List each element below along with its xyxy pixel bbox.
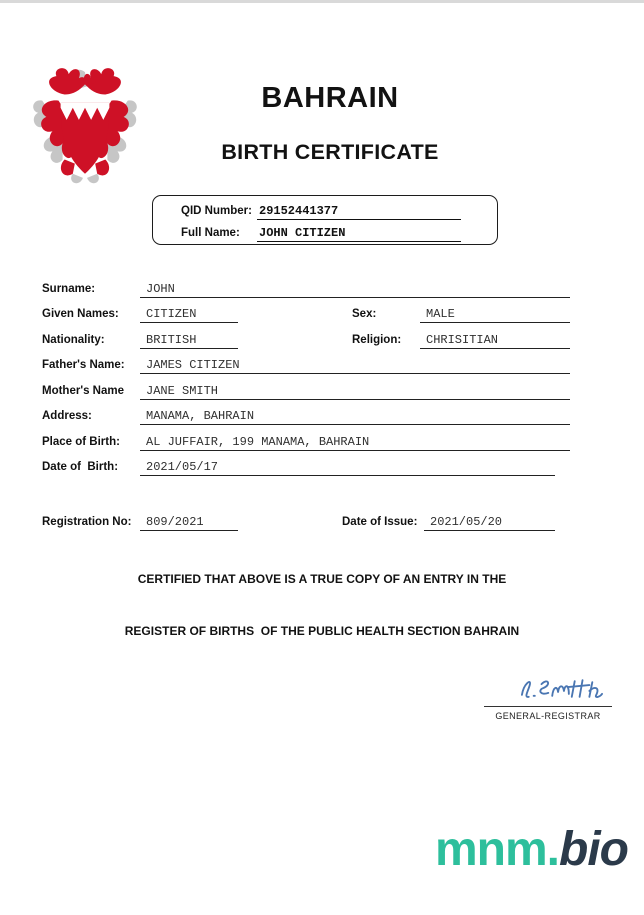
religion-label: Religion: xyxy=(352,334,402,346)
father-name-value: JAMES CITIZEN xyxy=(140,357,570,374)
mnm-bio-logo-suffix: bio xyxy=(559,823,628,876)
fullname-value: JOHN CITIZEN xyxy=(257,225,461,242)
sex-label: Sex: xyxy=(352,308,377,320)
nationality-value: BRITISH xyxy=(140,332,238,349)
country-title: BAHRAIN xyxy=(261,82,399,114)
place-of-birth-value: AL JUFFAIR, 199 MANAMA, BAHRAIN xyxy=(140,434,570,451)
fullname-row xyxy=(153,225,497,244)
registration-no-value: 809/2021 xyxy=(140,514,238,531)
bahrain-coat-of-arms-icon xyxy=(28,66,142,186)
given-names-label: Given Names: xyxy=(42,308,119,320)
id-summary-box xyxy=(152,195,498,245)
mnm-bio-logo-prefix: mnm. xyxy=(435,823,560,876)
qid-label: QID Number: xyxy=(181,205,252,217)
nationality-label: Nationality: xyxy=(42,334,105,346)
date-of-birth-value: 2021/05/17 xyxy=(140,459,555,476)
registrar-signature-icon xyxy=(518,674,606,704)
signature-line xyxy=(484,706,612,707)
top-edge-strip xyxy=(0,0,644,3)
mnm-bio-logo xyxy=(435,822,628,877)
certification-line-2: REGISTER OF BIRTHS OF THE PUBLIC HEALTH SECTION BAHRAIN xyxy=(124,624,520,638)
sex-value: MALE xyxy=(420,306,570,323)
certification-line-1: CERTIFIED THAT ABOVE IS A TRUE COPY OF AN ENTRY IN THE xyxy=(137,572,507,586)
document-title: BIRTH CERTIFICATE xyxy=(221,140,439,164)
given-names-value: CITIZEN xyxy=(140,306,238,323)
registrar-title: GENERAL-REGISTRAR xyxy=(495,711,601,721)
father-name-label: Father's Name: xyxy=(42,359,125,371)
fullname-label: Full Name: xyxy=(181,227,240,239)
registration-no-label: Registration No: xyxy=(42,516,132,528)
surname-label: Surname: xyxy=(42,283,96,295)
date-of-issue-label: Date of Issue: xyxy=(342,516,418,528)
date-of-issue-value: 2021/05/20 xyxy=(424,514,555,531)
qid-row xyxy=(153,203,497,222)
qid-value: 29152441377 xyxy=(257,203,461,220)
mother-name-label: Mother's Name xyxy=(42,385,124,397)
mother-name-value: JANE SMITH xyxy=(140,383,570,400)
religion-value: CHRISITIAN xyxy=(420,332,570,349)
address-label: Address: xyxy=(42,410,92,422)
address-value: MANAMA, BAHRAIN xyxy=(140,408,570,425)
place-of-birth-label: Place of Birth: xyxy=(42,436,120,448)
date-of-birth-label: Date of Birth: xyxy=(42,461,119,473)
surname-value: JOHN xyxy=(140,281,570,298)
